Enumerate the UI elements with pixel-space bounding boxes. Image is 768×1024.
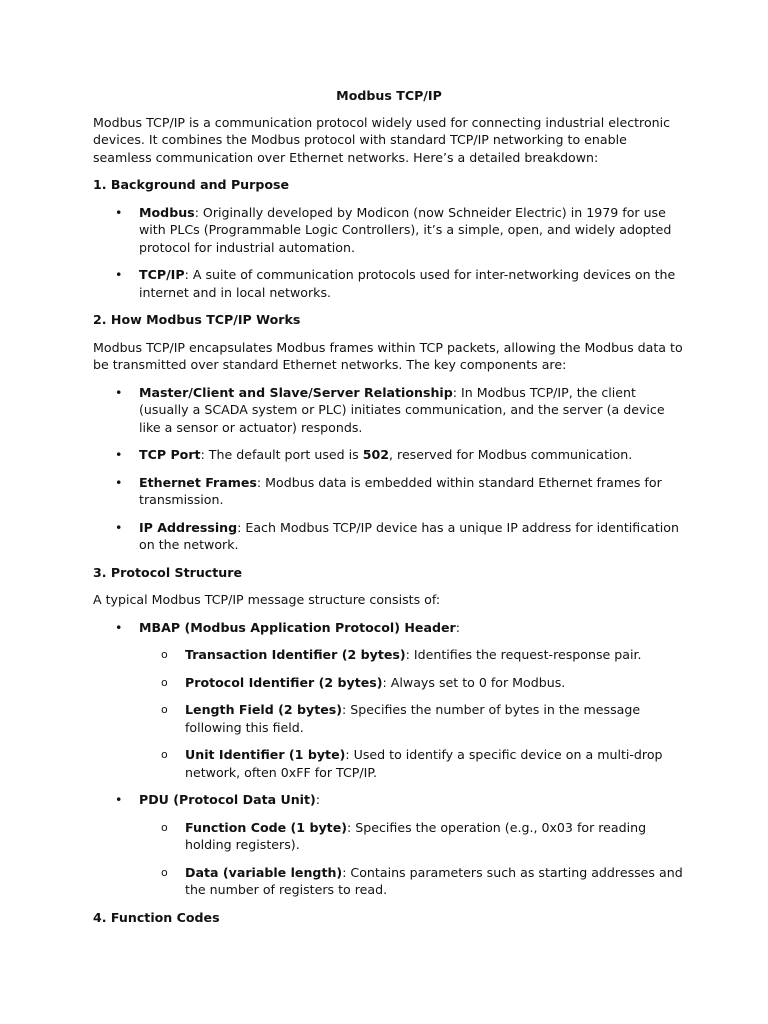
item-term: Ethernet Frames bbox=[139, 474, 257, 490]
item-term: Master/Client and Slave/Server Relationship bbox=[139, 384, 453, 400]
item-text: : Identifies the request-response pair. bbox=[405, 647, 642, 662]
sub-bullet-list bbox=[139, 646, 685, 781]
item-term: TCP Port bbox=[139, 447, 201, 462]
sub-bullet-list bbox=[139, 819, 685, 899]
intro-paragraph: Modbus TCP/IP is a communication protocol widely used for connecting industrial electronic devices. It combines the Modbus protocol with standard TCP/IP networking to enable seamless communication over Ethernet networks. Here’s a detailed breakdown: bbox=[93, 114, 671, 165]
item-term: Length Field (2 bytes) bbox=[185, 702, 343, 717]
item-term: Unit Identifier (1 byte) bbox=[185, 747, 346, 762]
sub-list-item bbox=[139, 646, 685, 664]
list-item bbox=[93, 474, 685, 509]
document-content bbox=[93, 87, 685, 936]
page-title: Modbus TCP/IP bbox=[336, 88, 442, 103]
list-item bbox=[93, 204, 685, 257]
item-term: Modbus bbox=[139, 204, 195, 220]
section-paragraph: Modbus TCP/IP encapsulates Modbus frames within TCP packets, allowing the Modbus data to be transmitted over standard Ethernet networks. The key components are: bbox=[93, 339, 683, 372]
circle-bullet-icon: o bbox=[161, 703, 168, 716]
item-term: Data (variable length) bbox=[185, 864, 343, 880]
sub-list-item bbox=[139, 746, 685, 781]
bullet-icon: • bbox=[115, 267, 123, 282]
item-text: : bbox=[455, 619, 460, 635]
item-text: : Each Modbus TCP/IP device has a unique IP address for identification on the network. bbox=[139, 519, 679, 552]
item-text: : A suite of communication protocols used for inter-networking devices on the internet and in local networks. bbox=[139, 267, 676, 300]
item-text: : Modbus data is embedded within standard Ethernet frames for transmission. bbox=[139, 474, 662, 507]
circle-bullet-icon: o bbox=[161, 648, 168, 661]
bullet-icon: • bbox=[115, 619, 123, 635]
item-text: : Specifies the operation (e.g., 0x03 for reading holding registers). bbox=[185, 819, 647, 852]
item-text: : Always set to 0 for Modbus. bbox=[382, 674, 566, 690]
list-item bbox=[93, 446, 685, 464]
item-text: : The default port used is bbox=[200, 447, 363, 462]
circle-bullet-icon: o bbox=[161, 675, 168, 689]
section-heading: 1. Background and Purpose bbox=[93, 177, 290, 192]
item-term: IP Addressing bbox=[139, 519, 238, 535]
item-text: : bbox=[315, 792, 321, 807]
list-item-pdu bbox=[93, 791, 685, 899]
sub-list-item bbox=[139, 864, 685, 899]
section-heading: 4. Function Codes bbox=[93, 909, 220, 925]
bullet-icon: • bbox=[115, 474, 123, 490]
section-heading: 2. How Modbus TCP/IP Works bbox=[93, 312, 301, 327]
item-term: Protocol Identifier (2 bytes) bbox=[185, 674, 383, 690]
item-text: : Originally developed by Modicon (now Schneider Electric) in 1979 for use with PLCs (Programmable Logic Controllers), it’s a simple, open, and widely adopted protocol for industrial automation. bbox=[139, 204, 672, 255]
sub-list-item bbox=[139, 819, 685, 854]
item-text: : Used to identify a specific device on a multi-drop network, often 0xFF for TCP/IP. bbox=[185, 747, 663, 780]
item-text: : Specifies the number of bytes in the message following this field. bbox=[185, 702, 641, 735]
item-text: : Contains parameters such as starting addresses and the number of registers to read. bbox=[185, 864, 683, 897]
circle-bullet-icon: o bbox=[161, 748, 168, 761]
circle-bullet-icon: o bbox=[161, 820, 168, 834]
list-item bbox=[93, 519, 685, 554]
item-term: TCP/IP bbox=[139, 267, 185, 282]
list-item-mbap bbox=[93, 619, 685, 782]
item-term: Transaction Identifier (2 bytes) bbox=[185, 647, 406, 662]
bullet-icon: • bbox=[115, 792, 123, 807]
item-text: , reserved for Modbus communication. bbox=[389, 447, 633, 462]
item-term: MBAP (Modbus Application Protocol) Header bbox=[139, 619, 456, 635]
sub-list-item bbox=[139, 701, 685, 736]
bullet-icon: • bbox=[115, 384, 123, 400]
port-number: 502 bbox=[362, 447, 390, 462]
bullet-list bbox=[93, 619, 685, 899]
bullet-icon: • bbox=[115, 447, 123, 462]
section-paragraph: A typical Modbus TCP/IP message structure consists of: bbox=[93, 592, 441, 607]
item-term: PDU (Protocol Data Unit) bbox=[139, 792, 316, 807]
list-item bbox=[93, 266, 685, 301]
item-text: : In Modbus TCP/IP, the client (usually a SCADA system or PLC) initiates communication, and the server (a device like a sensor or actuator) responds. bbox=[139, 384, 665, 435]
list-item bbox=[93, 384, 685, 437]
bullet-list bbox=[93, 204, 685, 302]
sub-list-item bbox=[139, 674, 685, 692]
item-term: Function Code (1 byte) bbox=[185, 819, 347, 835]
circle-bullet-icon: o bbox=[161, 865, 168, 879]
bullet-icon: • bbox=[115, 519, 123, 535]
section-heading: 3. Protocol Structure bbox=[93, 564, 242, 580]
bullet-list bbox=[93, 384, 685, 554]
bullet-icon: • bbox=[115, 204, 123, 220]
